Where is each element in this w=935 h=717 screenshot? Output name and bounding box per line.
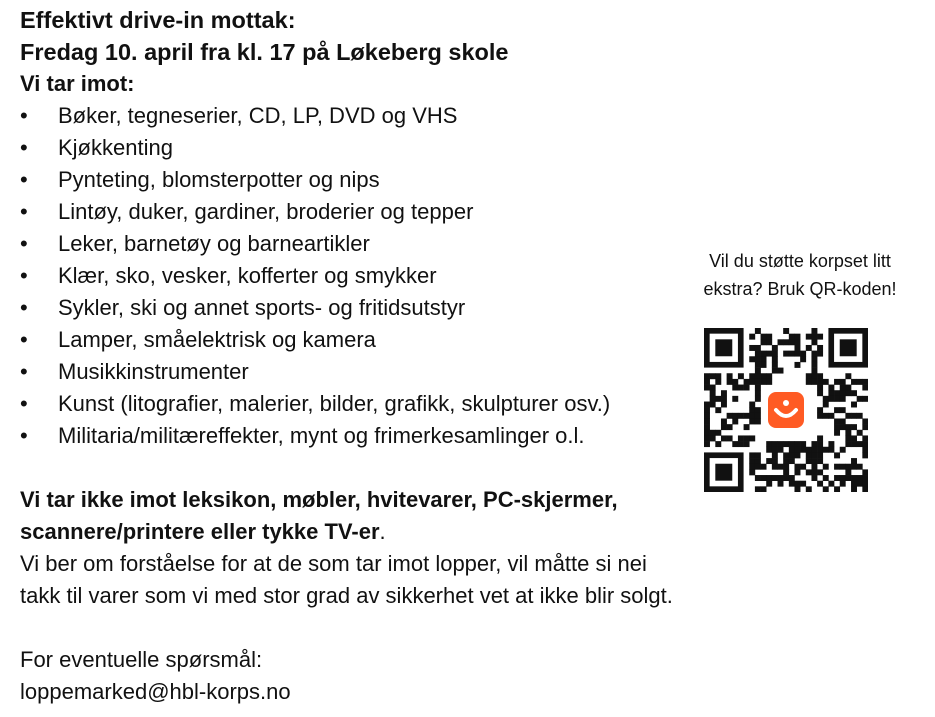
bullet: • — [20, 295, 28, 320]
bullet: • — [20, 199, 28, 224]
bullet: • — [20, 231, 28, 256]
list-item: • Klær, sko, vesker, kofferter og smykker — [20, 260, 920, 292]
title-line-2: Fredag 10. april fra kl. 17 på Løkeberg skole — [20, 39, 509, 65]
list-item: • Musikkinstrumenter — [20, 356, 920, 388]
vipps-logo-icon — [762, 386, 810, 434]
list-item: • Bøker, tegneserier, CD, LP, DVD og VHS — [20, 100, 920, 132]
list-item: • Sykler, ski og annet sports- og fritidsutstyr — [20, 292, 920, 324]
bullet: • — [20, 359, 28, 384]
list-item: • Lamper, småelektrisk og kamera — [20, 324, 920, 356]
qr-caption-line-2: ekstra? Bruk QR-koden! — [703, 279, 897, 299]
not-accepted-notice — [20, 484, 920, 548]
title-line-1: Effektivt drive-in mottak: — [20, 7, 296, 33]
bullet: • — [20, 391, 28, 416]
qr-code[interactable] — [704, 328, 868, 492]
bullet: • — [20, 135, 28, 160]
list-item: • Pynteting, blomsterpotter og nips — [20, 164, 920, 196]
qr-caption — [680, 247, 920, 303]
list-item: • Kunst (litografier, malerier, bilder, grafikk, skulpturer osv.) — [20, 388, 920, 420]
not-accepted-end: . — [379, 519, 386, 544]
qr-finder-center — [715, 339, 732, 356]
list-item: • Leker, barnetøy og barneartikler — [20, 228, 920, 260]
qr-caption-line-1: Vil du støtte korpset litt — [709, 251, 891, 271]
accept-heading: Vi tar imot: — [20, 71, 135, 96]
qr-finder-center — [840, 339, 857, 356]
bullet: • — [20, 167, 28, 192]
list-item: • Militaria/militæreffekter, mynt og frimerkesamlinger o.l. — [20, 420, 920, 452]
bullet: • — [20, 327, 28, 352]
contact-label: For eventuelle spørsmål: — [20, 647, 263, 672]
not-accepted-line-1: Vi tar ikke imot leksikon, møbler, hvitevarer, PC-skjermer, — [20, 487, 618, 512]
bullet: • — [20, 423, 28, 448]
qr-finder-center — [715, 464, 732, 481]
understanding-line-2: takk til varer som vi med stor grad av sikkerhet vet at ikke blir solgt. — [20, 583, 673, 608]
contact-block — [20, 644, 920, 708]
not-accepted-line-2: scannere/printere eller tykke TV-er — [20, 519, 380, 544]
contact-email[interactable]: loppemarked@hbl-korps.no — [20, 679, 291, 704]
list-item: • Lintøy, duker, gardiner, broderier og tepper — [20, 196, 920, 228]
understanding-line-1: Vi ber om forståelse for at de som tar imot lopper, vil måtte si nei — [20, 551, 647, 576]
bullet: • — [20, 263, 28, 288]
bullet: • — [20, 103, 28, 128]
list-item: • Kjøkkenting — [20, 132, 920, 164]
